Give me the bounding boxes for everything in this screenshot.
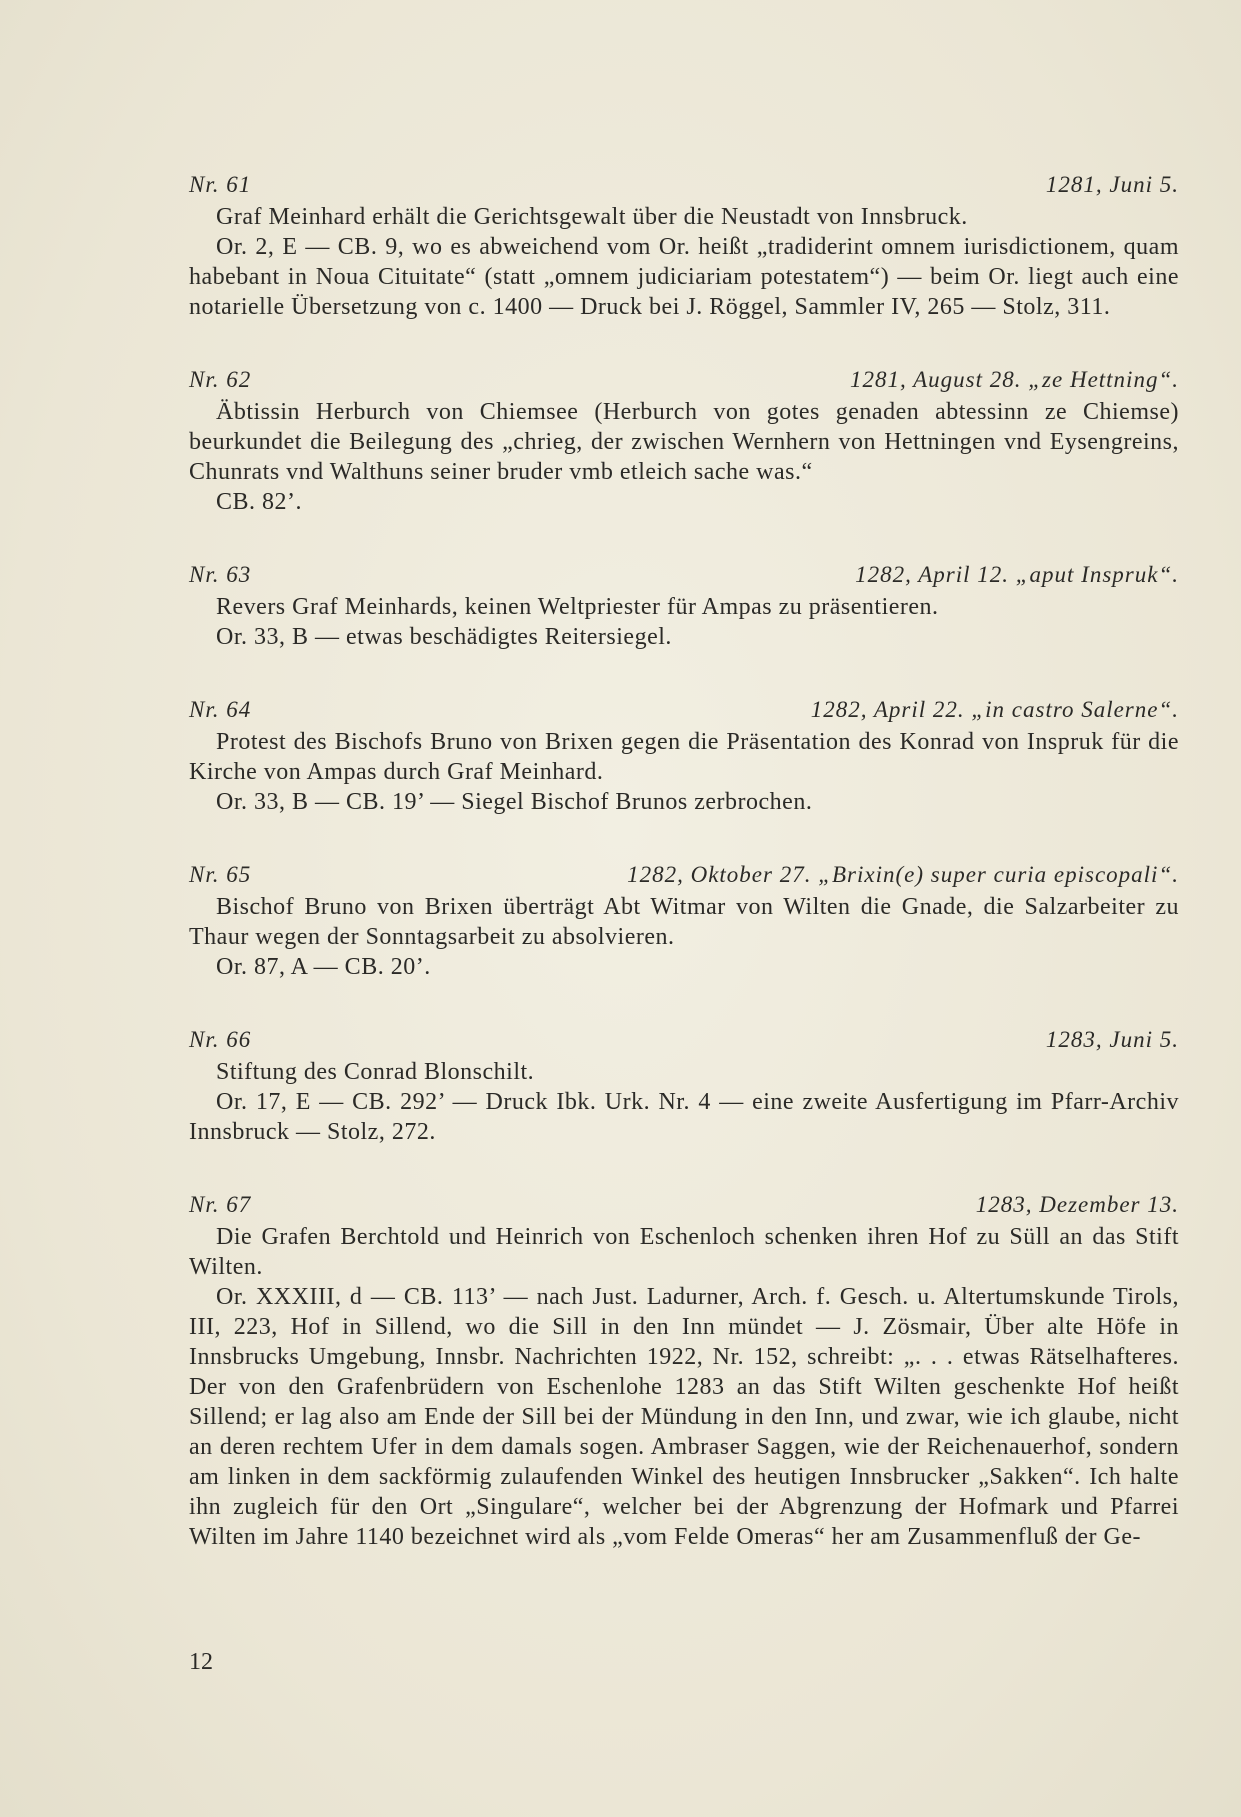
entry-notes: Or. 33, B — CB. 19’ — Siegel Bischof Brunos zerbrochen.	[216, 789, 813, 815]
entry-date: 1282, April 12. „aput Inspruk“.	[855, 562, 1179, 587]
entry-header	[189, 693, 1179, 727]
entry-date: 1281, Juni 5.	[1045, 172, 1179, 197]
entry-date: 1281, August 28. „ze Hettning“.	[850, 367, 1179, 392]
entry-header	[189, 168, 1179, 202]
entry-65	[189, 858, 1179, 982]
entry-number: Nr. 63	[189, 562, 252, 587]
entry-summary: Bischof Bruno von Brixen überträgt Abt Witmar von Wilten die Gnade, die Salzarbeiter zu Thaur wegen der Sonntagsarbeit zu absolvieren.	[189, 894, 1179, 950]
entry-summary: Revers Graf Meinhards, keinen Weltpriester für Ampas zu präsentieren.	[216, 594, 939, 620]
entry-summary: Die Grafen Berchtold und Heinrich von Eschenloch schenken ihren Hof zu Süll an das Stift Wilten.	[189, 1224, 1179, 1280]
entry-notes: Or. XXXIII, d — CB. 113’ — nach Just. Ladurner, Arch. f. Gesch. u. Altertumskunde Tirols, III, 223, Hof in Sillend, wo die Sill in den Inn mündet — J. Zösmair, Über alte Höfe in Innsbrucks Umgebung, Innsbr. Nachrichten 1922, Nr. 152, schreibt: „. . . etwas Rätselhafteres. Der von den Grafenbrüdern von Eschenlohe 1283 an das Stift Wilten geschenkte Hof heißt Sillend; er lag also am Ende der Sill bei der Mündung in den Inn, und zwar, wie ich glaube, nicht an deren rechtem Ufer in dem damals sogen. Ambraser Saggen, wie der Reichenauerhof, sondern am linken in dem sackförmig zulaufenden Winkel des heutigen Innsbrucker „Sakken“. Ich halte ihn zugleich für den Ort „Singulare“, welcher bei der Abgrenzung der Hofmark und Pfarrei Wilten im Jahre 1140 bezeichnet wird als „vom Felde Omeras“ her am Zusammenfluß der Ge-	[189, 1284, 1179, 1550]
entry-number: Nr. 65	[189, 862, 252, 887]
entry-date: 1282, April 22. „in castro Salerne“.	[810, 697, 1179, 722]
entry-number: Nr. 66	[189, 1027, 252, 1052]
entry-number: Nr. 67	[189, 1192, 252, 1217]
entry-number: Nr. 62	[189, 367, 252, 392]
entry-notes: Or. 33, B — etwas beschädigtes Reitersiegel.	[216, 624, 672, 650]
entry-number: Nr. 64	[189, 697, 252, 722]
document-body	[189, 168, 1179, 1593]
entry-notes: Or. 17, E — CB. 292’ — Druck Ibk. Urk. Nr. 4 — eine zweite Ausfertigung im Pfarr-Archiv Innsbruck — Stolz, 272.	[189, 1089, 1179, 1145]
entry-number: Nr. 61	[189, 172, 252, 197]
entry-header	[189, 558, 1179, 592]
entry-date: 1282, Oktober 27. „Brixin(e) super curia episcopali“.	[627, 862, 1179, 887]
entry-61	[189, 168, 1179, 322]
entry-header	[189, 1023, 1179, 1057]
page-number: 12	[189, 1649, 213, 1675]
entry-67	[189, 1188, 1179, 1552]
entry-62	[189, 363, 1179, 517]
entry-date: 1283, Dezember 13.	[975, 1192, 1179, 1217]
entry-notes: CB. 82’.	[216, 489, 303, 515]
entry-notes: Or. 87, A — CB. 20’.	[216, 954, 431, 980]
entry-64	[189, 693, 1179, 817]
entry-summary: Äbtissin Herburch von Chiemsee (Herburch von gotes genaden abtessinn ze Chiemse) beurkundet die Beilegung des „chrieg, der zwischen Wernhern von Hettningen vnd Eysengreins, Chunrats vnd Walthuns seiner bruder vmb etleich sache was.“	[189, 399, 1179, 485]
entry-notes: Or. 2, E — CB. 9, wo es abweichend vom Or. heißt „tradiderint omnem iurisdictionem, quam habebant in Noua Cituitate“ (statt „omnem judiciariam potestatem“) — beim Or. liegt auch eine notarielle Übersetzung von c. 1400 — Druck bei J. Röggel, Sammler IV, 265 — Stolz, 311.	[189, 234, 1179, 320]
entry-63	[189, 558, 1179, 652]
entry-66	[189, 1023, 1179, 1147]
entry-header	[189, 858, 1179, 892]
entry-header	[189, 1188, 1179, 1222]
entry-summary: Stiftung des Conrad Blonschilt.	[216, 1059, 535, 1085]
entry-summary: Protest des Bischofs Bruno von Brixen gegen die Präsentation des Konrad von Inspruk für die Kirche von Ampas durch Graf Meinhard.	[189, 729, 1179, 785]
entry-summary: Graf Meinhard erhält die Gerichtsgewalt über die Neustadt von Innsbruck.	[216, 204, 968, 230]
entry-header	[189, 363, 1179, 397]
entry-date: 1283, Juni 5.	[1045, 1027, 1179, 1052]
